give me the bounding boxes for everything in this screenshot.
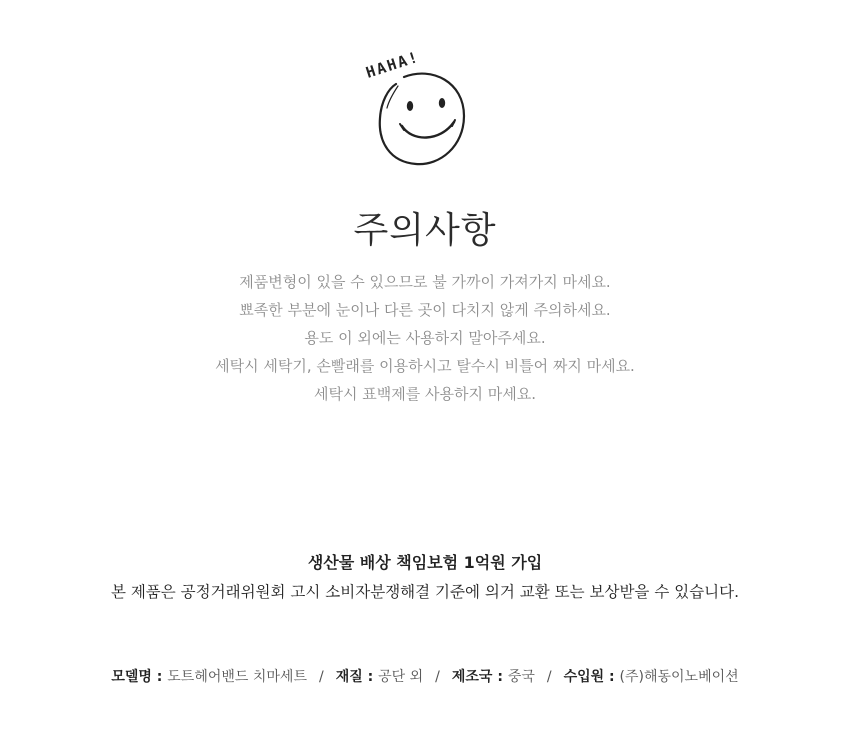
spec-label: 수입원: [563, 669, 605, 685]
product-specs: [0, 666, 850, 686]
insurance-description: 본 제품은 공정거래위원회 고시 소비자분쟁해결 기준에 의거 교환 또는 보상받을 수 있습니다.: [110, 583, 740, 601]
insurance-title: 생산물 배상 책임보험 1억원 가입: [307, 553, 543, 572]
spec-material: 재질 : 공단 외: [335, 669, 424, 685]
caution-list: [0, 268, 850, 408]
caution-item: 용도 이 외에는 사용하지 말아주세요.: [304, 329, 546, 347]
haha-smiley-icon: [360, 44, 480, 174]
caution-item: 세탁시 세탁기, 손빨래를 이용하시고 탈수시 비틀어 짜지 마세요.: [215, 357, 635, 375]
spec-model: 모델명 : 도트헤어밴드 치마세트: [111, 669, 307, 685]
caution-item: 제품변형이 있을 수 있으므로 불 가까이 가져가지 마세요.: [239, 273, 611, 291]
spec-separator: /: [546, 669, 552, 685]
spec-origin: 제조국 : 중국: [451, 669, 535, 685]
spec-label: 제조국: [451, 669, 493, 685]
spec-importer: 수입원 : (주)해동이노베이션: [563, 669, 739, 685]
caution-item: 세탁시 표백제를 사용하지 마세요.: [314, 385, 536, 403]
spec-value: (주)해동이노베이션: [619, 669, 739, 685]
page-title: 주의사항: [353, 210, 497, 251]
haha-badge-text: HAHA!: [363, 47, 422, 82]
spec-value: 중국: [507, 669, 535, 685]
spec-separator: /: [318, 669, 324, 685]
spec-separator: /: [435, 669, 440, 685]
caution-item: 뾰족한 부분에 눈이나 다른 곳이 다치지 않게 주의하세요.: [239, 301, 611, 319]
spec-value: 공단 외: [378, 669, 424, 685]
spec-value: 도트헤어밴드 치마세트: [167, 669, 307, 685]
spec-label: 재질: [335, 669, 363, 685]
spec-label: 모델명: [111, 669, 152, 685]
